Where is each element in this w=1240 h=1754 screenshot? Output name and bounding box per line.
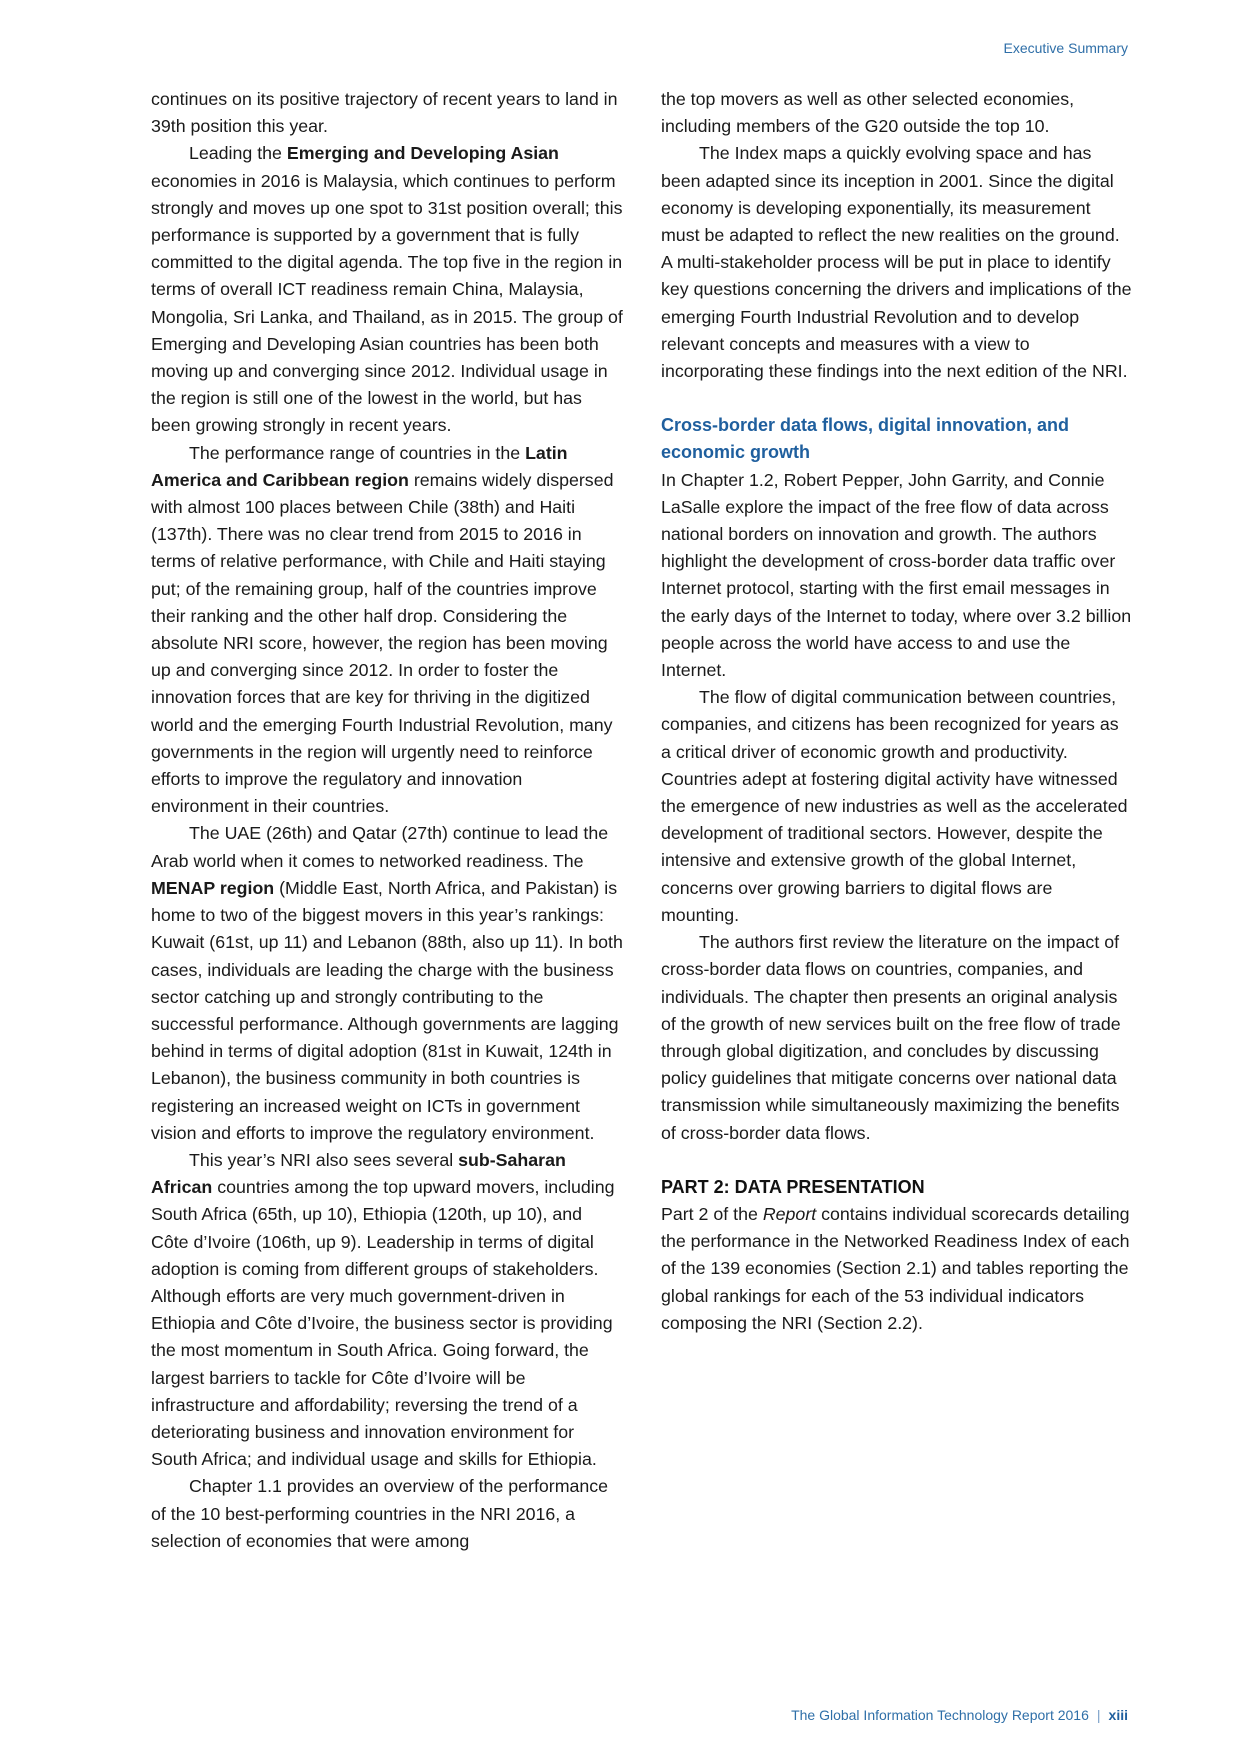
region-term: Emerging and Developing Asian — [286, 143, 559, 164]
africa-paragraph: This year’s NRI also sees several sub-Saharan African countries among the top upward movers, including South Africa (65th, up 10), Ethiopia (120th, up 10), and Côte d’Ivoire (106th, up 9). Leadership in terms of digital adoption is coming from different groups of stakeholders. Although efforts are very much government-driven in Ethiopia and Côte d’Ivoire, the business sector is providing the most momentum in South Africa. Going forward, the largest barriers to tackle for Côte d’Ivoire will be infrastructure and affordability; reversing the trend of a deteriorating business and innovation environment for South Africa; and individual usage and skills for Ethiopia. — [151, 1149, 615, 1470]
report-title-italic: Report — [762, 1203, 817, 1224]
left-column — [151, 86, 623, 1555]
region-term: sub-Saharan African — [151, 1149, 566, 1198]
right-column — [661, 86, 1133, 1337]
body-paragraph: The authors first review the literature on the impact of cross-border data flows on countries, companies, and individuals. The chapter then presents an original analysis of the growth of new services built on the free flow of trade through global digitization, and concludes by discussing policy guidelines that mitigate concerns over national data transmission while simultaneously maximizing the benefits of cross-border data flows. — [661, 932, 1121, 1143]
body-paragraph: The Index maps a quickly evolving space and has been adapted since its inception in 2001. Since the digital economy is developing exponentially, its measurement must be adapted to reflect the new realities on the ground. A multi-stakeholder process will be put in place to identify key questions concerning the drivers and implications of the emerging Fourth Industrial Revolution and to develop relevant concepts and measures with a view to incorporating these findings into the next edition of the NRI. — [661, 143, 1132, 382]
footer-report-title: The Global Information Technology Report 2016 — [791, 1707, 1089, 1723]
page-footer — [791, 1707, 1128, 1723]
footer-separator: | — [1096, 1707, 1101, 1723]
body-paragraph: In Chapter 1.2, Robert Pepper, John Garrity, and Connie LaSalle explore the impact of the free flow of data across national borders on innovation and growth. The authors highlight the development of cross-border data traffic over Internet protocol, starting with the first email messages in the early days of the Internet to today, where over 3.2 billion people across the world have access to and use the Internet. — [661, 469, 1132, 681]
running-header: Executive Summary — [1003, 40, 1128, 56]
part-heading: PART 2: DATA PRESENTATION — [661, 1176, 925, 1197]
menap-paragraph: The UAE (26th) and Qatar (27th) continue to lead the Arab world when it comes to networked readiness. The MENAP region (Middle East, North Africa, and Pakistan) is home to two of the biggest movers in this year’s rankings: Kuwait (61st, up 11) and Lebanon (88th, also up 11). In both cases, individuals are leading the charge with the business sector catching up and strongly contributing to the successful performance. Although governments are lagging behind in terms of digital adoption (81st in Kuwait, 124th in Lebanon), the business community in both countries is registering an increased weight on ICTs in government vision and efforts to improve the regulatory environment. — [151, 823, 623, 1143]
region-term: MENAP region — [151, 877, 275, 898]
body-paragraph: continues on its positive trajectory of recent years to land in 39th position this year. — [151, 89, 618, 137]
body-paragraph: the top movers as well as other selected economies, including members of the G20 outside the top 10. — [661, 89, 1075, 137]
body-paragraph: Chapter 1.1 provides an overview of the performance of the 10 best-performing countries in the NRI 2016, a selection of economies that were among — [151, 1476, 609, 1551]
body-paragraph: The flow of digital communication between countries, companies, and citizens has been recognized for years as a critical driver of economic growth and productivity. Countries adept at fostering digital activity have witnessed the emergence of new industries as well as the accelerated development of traditional sectors. However, despite the intensive and extensive growth of the global Internet, concerns over growing barriers to digital flows are mounting. — [661, 687, 1128, 925]
asia-paragraph: Leading the Emerging and Developing Asian economies in 2016 is Malaysia, which continues to perform strongly and moves up one spot to 31st position overall; this performance is supported by a government that is fully committed to the digital agenda. The top five in the region in terms of overall ICT readiness remain China, Malaysia, Mongolia, Sri Lanka, and Thailand, as in 2015. The group of Emerging and Developing Asian countries has been both moving up and converging since 2012. Individual usage in the region is still one of the lowest in the world, but has been growing strongly in recent years. — [151, 143, 623, 436]
page-number: xiii — [1108, 1707, 1128, 1723]
region-term: Latin America and Caribbean region — [151, 442, 568, 490]
part-paragraph: Part 2 of the Report contains individual scorecards detailing the performance in the Networked Readiness Index of each of the 139 economies (Section 2.1) and tables reporting the global rankings for each of the 53 individual indicators composing the NRI (Section 2.2). — [661, 1203, 1130, 1333]
latam-paragraph: The performance range of countries in the Latin America and Caribbean region remains widely dispersed with almost 100 places between Chile (38th) and Haiti (137th). There was no clear trend from 2015 to 2016 in terms of relative performance, with Chile and Haiti staying put; of the remaining group, half of the countries improve their ranking and the other half drop. Considering the absolute NRI score, however, the region has been moving up and converging since 2012. In order to foster the innovation forces that are key for thriving in the digitized world and the emerging Fourth Industrial Revolution, many governments in the region will urgently need to reinforce efforts to improve the regulatory and innovation environment in their countries. — [151, 442, 614, 817]
section-heading: Cross-border data flows, digital innovation, and economic growth — [661, 415, 1070, 463]
